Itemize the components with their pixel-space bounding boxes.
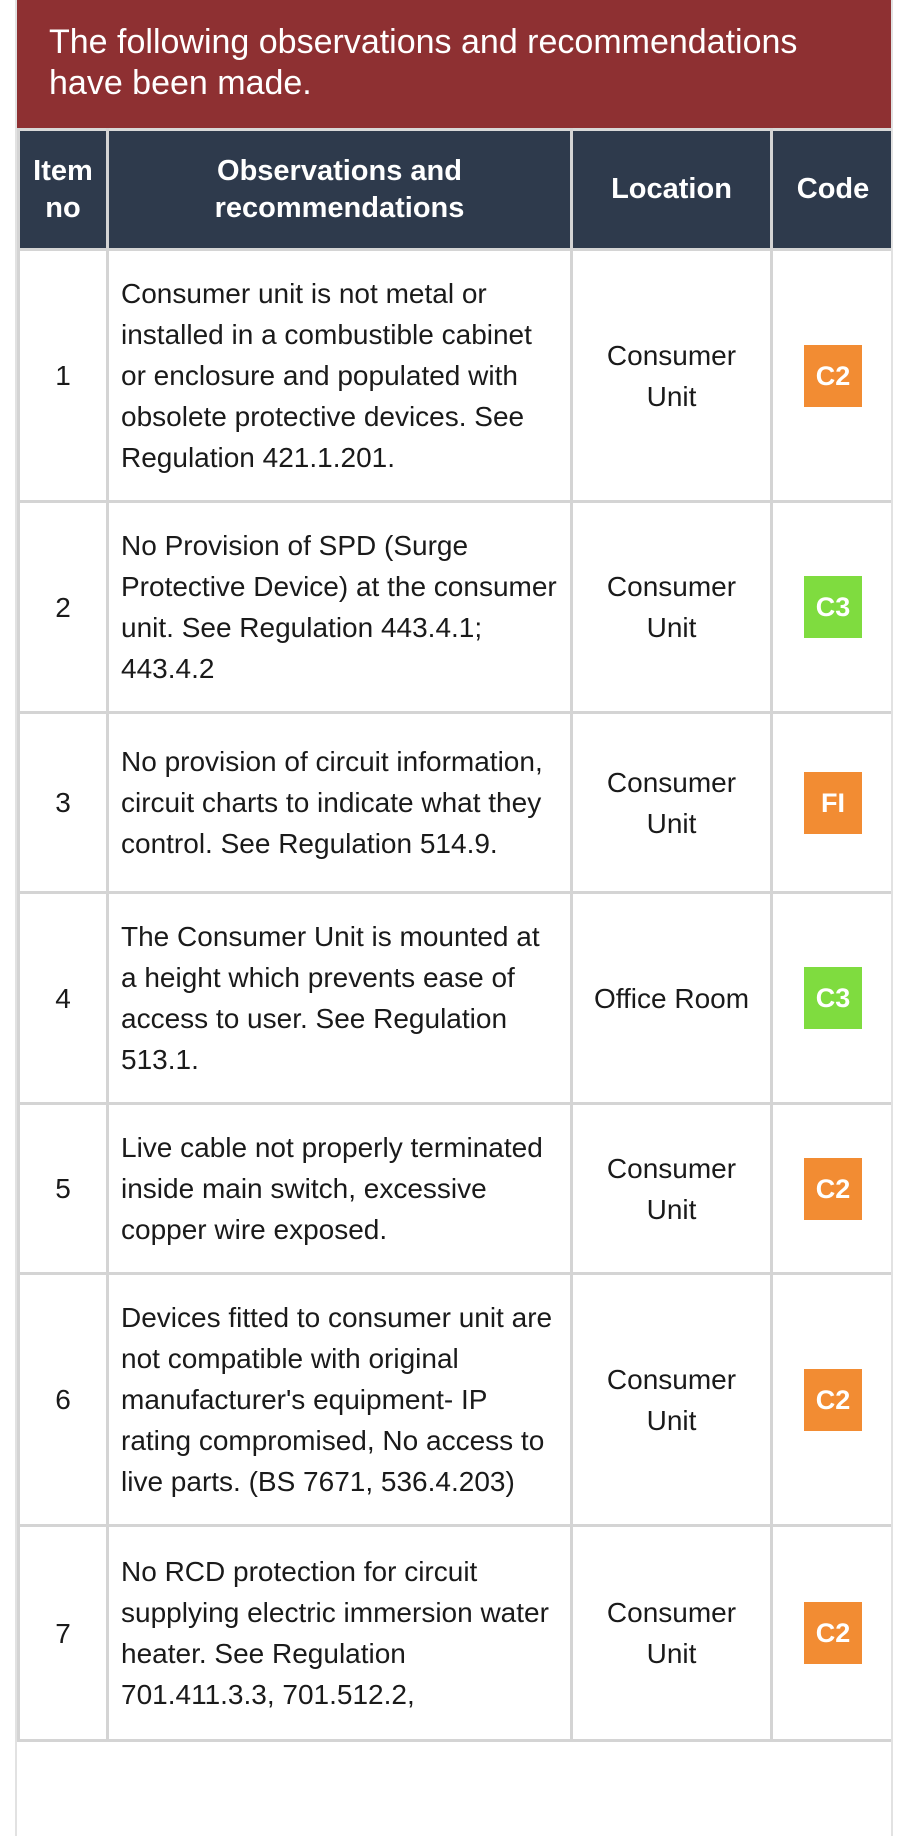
code-cell	[772, 1274, 894, 1526]
observation-text: Devices fitted to consumer unit are not compatible with original manufacturer's equipment- IP rating compromised, No access to live parts. (BS 7671, 536.4.203)	[108, 1274, 572, 1526]
observations-header	[17, 0, 891, 128]
observation-text: Live cable not properly terminated inside main switch, excessive copper wire exposed.	[108, 1104, 572, 1274]
observation-text: Consumer unit is not metal or installed in a combustible cabinet or enclosure and populated with obsolete protective devices. See Regulation 421.1.201.	[108, 250, 572, 502]
location-cell: Consumer Unit	[572, 1274, 772, 1526]
observation-text: The Consumer Unit is mounted at a height which prevents ease of access to user. See Regulation 513.1.	[108, 893, 572, 1104]
observation-text: No RCD protection for circuit supplying electric immersion water heater. See Regulation 701.411.3.3, 701.512.2,	[108, 1526, 572, 1741]
location-cell: Consumer Unit	[572, 713, 772, 893]
location-cell: Consumer Unit	[572, 250, 772, 502]
item-number: 1	[19, 250, 108, 502]
table-header-row	[19, 130, 894, 250]
location-cell: Consumer Unit	[572, 1104, 772, 1274]
table-row	[19, 713, 894, 893]
code-badge: C2	[804, 1602, 862, 1664]
observation-text: No provision of circuit information, circuit charts to indicate what they control. See Regulation 514.9.	[108, 713, 572, 893]
header-title: The following observations and recommendations have been made.	[49, 23, 798, 102]
observations-table	[17, 128, 893, 1742]
code-badge: C3	[804, 967, 862, 1029]
location-cell: Consumer Unit	[572, 502, 772, 713]
code-cell	[772, 893, 894, 1104]
item-number: 2	[19, 502, 108, 713]
table-row	[19, 1526, 894, 1741]
code-badge: C2	[804, 345, 862, 407]
observations-panel	[15, 0, 893, 1836]
table-row	[19, 1104, 894, 1274]
table-row	[19, 502, 894, 713]
item-number: 3	[19, 713, 108, 893]
item-number: 7	[19, 1526, 108, 1741]
location-cell: Office Room	[572, 893, 772, 1104]
column-header-location: Location	[572, 130, 772, 250]
table-row	[19, 893, 894, 1104]
code-badge: C3	[804, 576, 862, 638]
item-number: 4	[19, 893, 108, 1104]
column-header-observations: Observations and recommendations	[108, 130, 572, 250]
code-cell	[772, 713, 894, 893]
column-header-item-no: Item no	[19, 130, 108, 250]
location-cell: Consumer Unit	[572, 1526, 772, 1741]
code-badge: FI	[804, 772, 862, 834]
table-row	[19, 250, 894, 502]
column-header-code: Code	[772, 130, 894, 250]
code-cell	[772, 502, 894, 713]
item-number: 5	[19, 1104, 108, 1274]
code-cell	[772, 1104, 894, 1274]
item-number: 6	[19, 1274, 108, 1526]
code-cell	[772, 1526, 894, 1741]
code-badge: C2	[804, 1369, 862, 1431]
code-badge: C2	[804, 1158, 862, 1220]
table-row	[19, 1274, 894, 1526]
observation-text: No Provision of SPD (Surge Protective Device) at the consumer unit. See Regulation 443.4.1; 443.4.2	[108, 502, 572, 713]
code-cell	[772, 250, 894, 502]
